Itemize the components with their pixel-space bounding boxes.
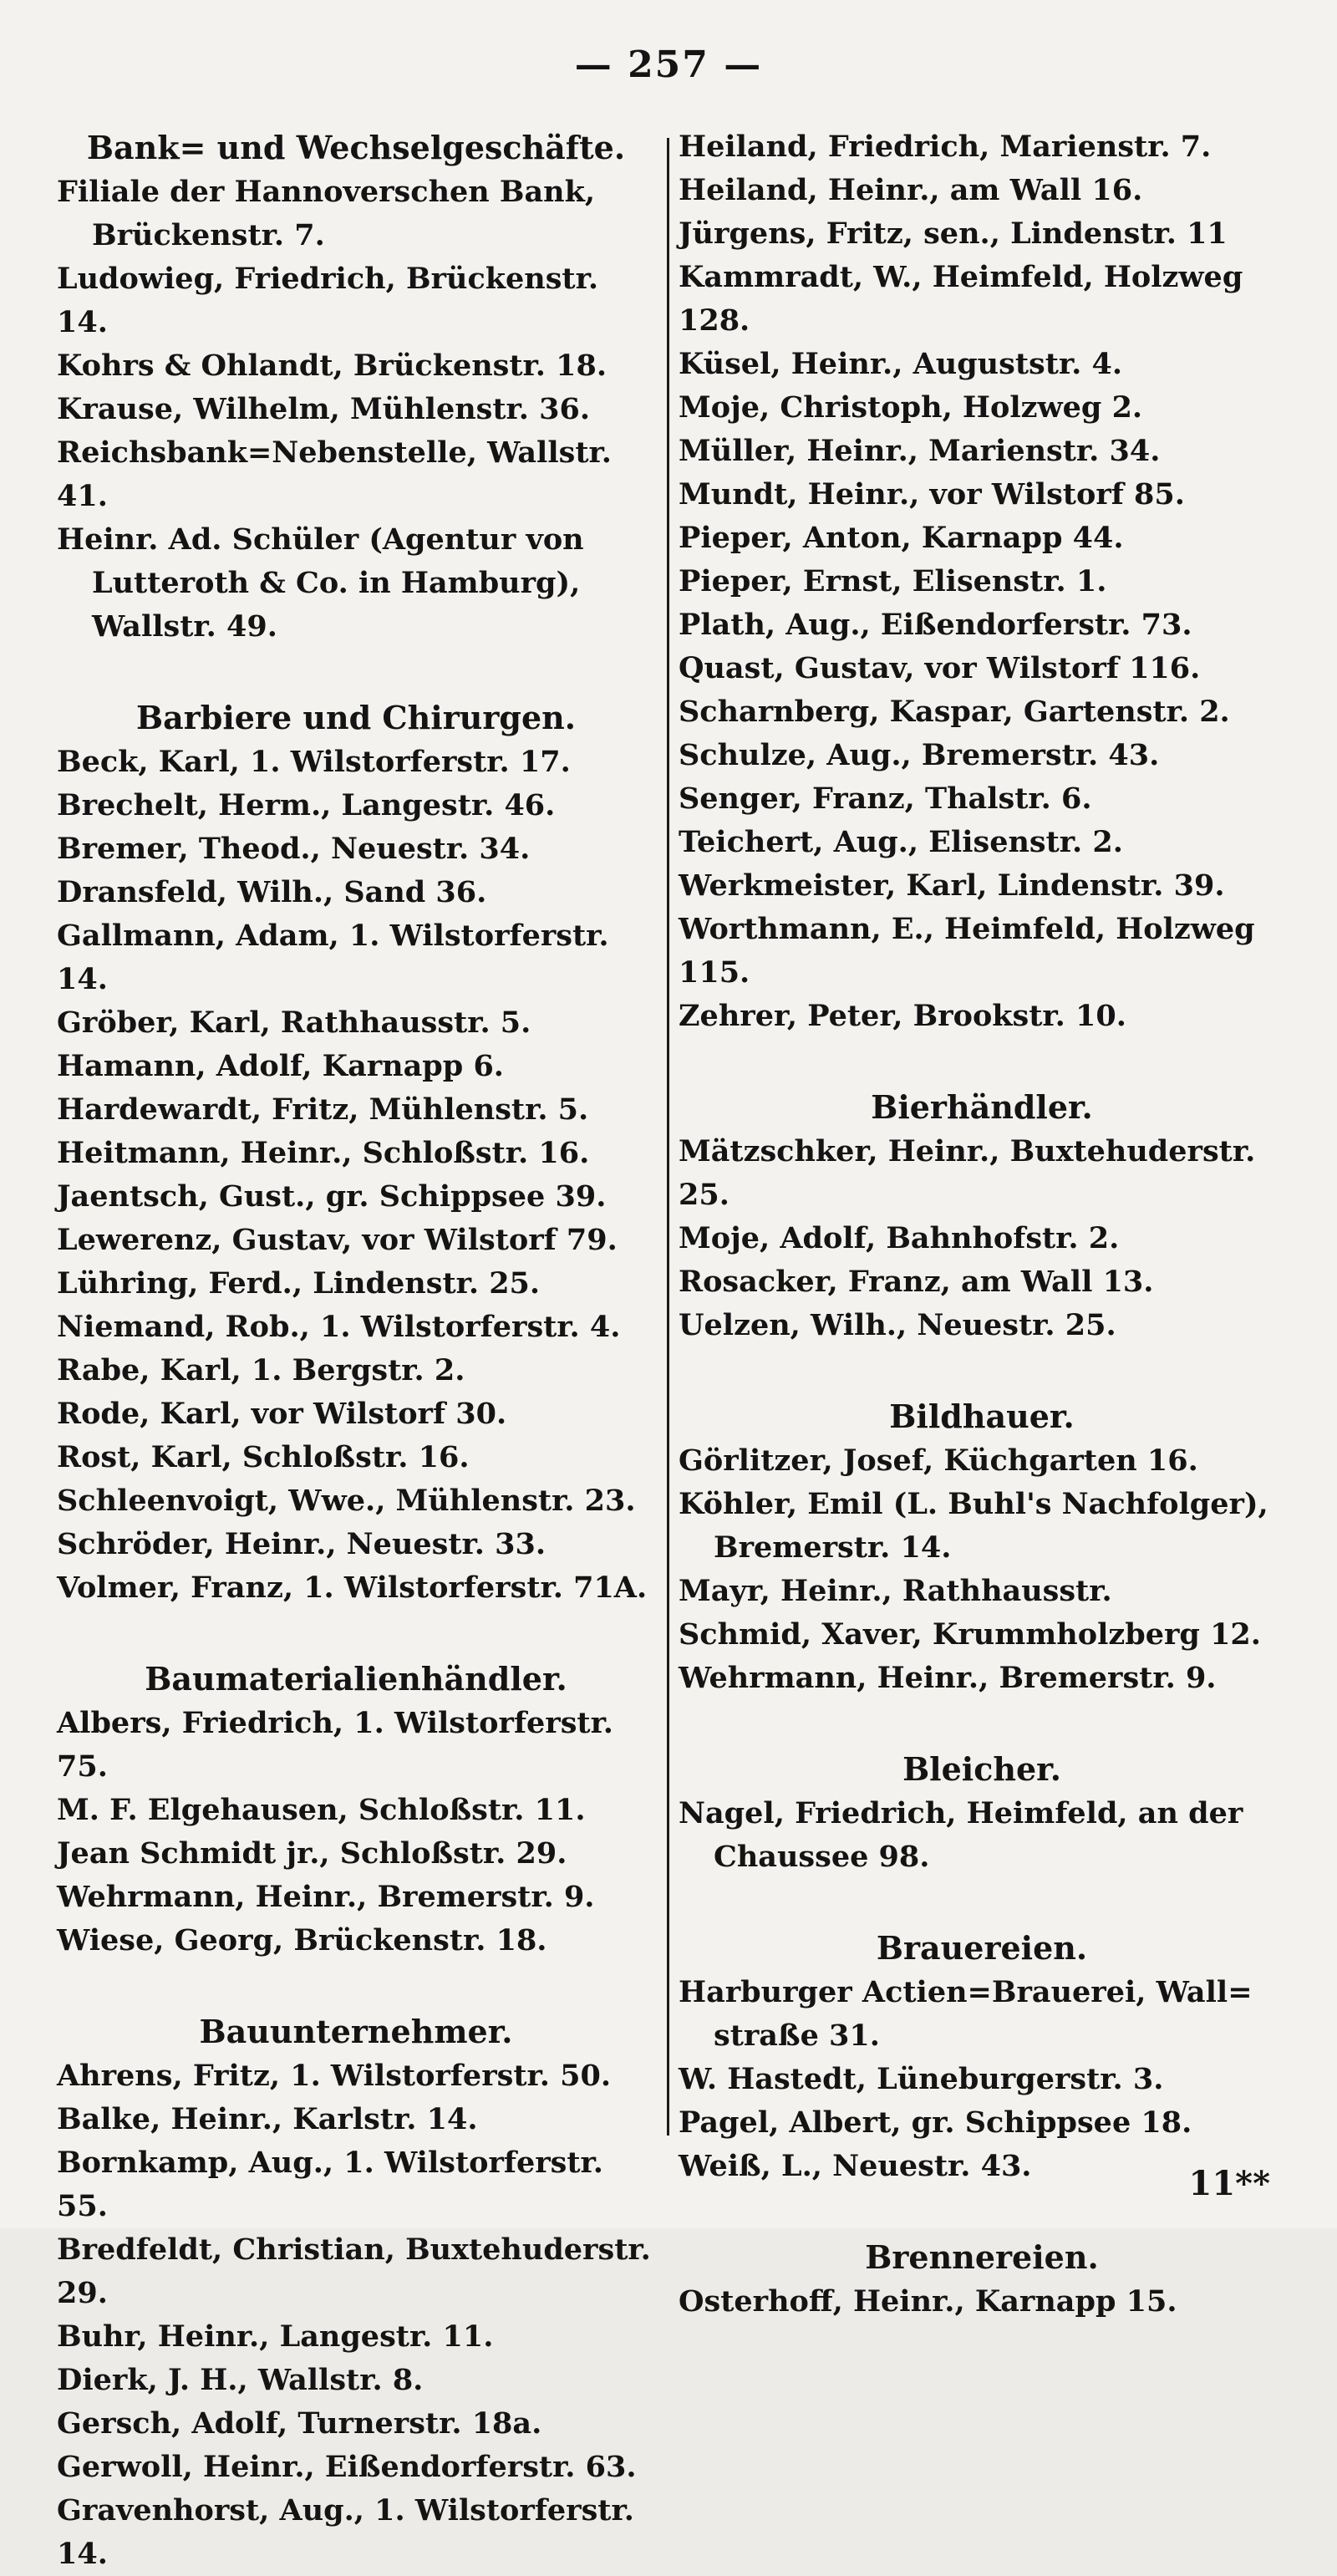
directory-entry — [679, 343, 1285, 386]
section-heading: Bleicher. — [902, 1750, 1061, 1788]
entry-line: Nagel, Friedrich, Heimfeld, an der — [679, 1796, 1243, 1830]
directory-entry — [57, 1175, 655, 1219]
directory-entry — [57, 2489, 655, 2576]
entry-line: Mundt, Heinr., vor Wilstorf 85. — [679, 477, 1185, 512]
entry-line: Ludowieg, Friedrich, Brückenstr. 14. — [57, 262, 609, 339]
entry-continuation: Chaussee 98. — [714, 1840, 930, 1874]
entry-line: Jürgens, Fritz, sen., Lindenstr. 11 — [679, 216, 1228, 251]
directory-entry — [57, 741, 655, 784]
entry-line: Pieper, Ernst, Elisenstr. 1. — [679, 564, 1107, 598]
entry-line: Weiß, L., Neuestr. 43. — [679, 2149, 1032, 2183]
directory-entry — [57, 388, 655, 431]
entry-line: Hardewardt, Fritz, Mühlenstr. 5. — [57, 1092, 589, 1127]
entry-line: Dierk, J. H., Wallstr. 8. — [57, 2363, 424, 2397]
signature-mark: 11** — [1188, 2164, 1270, 2203]
entry-line: M. F. Elgehausen, Schloßstr. 11. — [57, 1793, 586, 1827]
entry-line: W. Hastedt, Lüneburgerstr. 3. — [679, 2062, 1164, 2096]
entry-line: Plath, Aug., Eißendorferstr. 73. — [679, 608, 1192, 642]
entry-line: Wehrmann, Heinr., Bremerstr. 9. — [679, 1661, 1217, 1695]
entry-line: Lewerenz, Gustav, vor Wilstorf 79. — [57, 1223, 618, 1257]
entry-line: Rabe, Karl, 1. Bergstr. 2. — [57, 1353, 465, 1387]
entry-line: Küsel, Heinr., Auguststr. 4. — [679, 347, 1122, 381]
directory-entry — [57, 1566, 655, 1610]
directory-entry — [679, 473, 1285, 517]
directory-entry — [679, 995, 1285, 1038]
section-gap — [57, 1963, 655, 2009]
entry-continuation: straße 31. — [714, 2019, 880, 2053]
entry-line: Gersch, Adolf, Turnerstr. 18a. — [57, 2406, 542, 2441]
directory-entry — [57, 518, 655, 649]
section-gap — [57, 649, 655, 695]
section-gap — [679, 1700, 1285, 1747]
directory-entry — [679, 1613, 1285, 1657]
section-heading: Bildhauer. — [889, 1397, 1075, 1435]
directory-entry — [679, 1657, 1285, 1700]
entry-line: Gravenhorst, Aug., 1. Wilstorferstr. 14. — [57, 2493, 645, 2571]
entry-line: Quast, Gustav, vor Wilstorf 116. — [679, 651, 1201, 685]
directory-entry — [57, 257, 655, 344]
directory-entry — [57, 1219, 655, 1262]
directory-entry — [57, 1523, 655, 1566]
directory-entry — [57, 1702, 655, 1789]
directory-entry — [57, 1789, 655, 1832]
entry-line: Jean Schmidt jr., Schloßstr. 29. — [57, 1836, 567, 1871]
directory-entry — [57, 2228, 661, 2315]
directory-entry — [679, 647, 1285, 690]
entry-continuation: Brückenstr. 7. — [92, 218, 325, 252]
entry-line: Wiese, Georg, Brückenstr. 18. — [57, 1923, 547, 1957]
entry-line: Harburger Actien=Brauerei, Wall= — [679, 1975, 1253, 2009]
directory-entry — [679, 430, 1285, 473]
entry-line: Albers, Friedrich, 1. Wilstorferstr. 75. — [57, 1706, 624, 1784]
directory-entry — [679, 777, 1285, 821]
section-gap — [679, 1879, 1285, 1926]
directory-entry — [679, 603, 1285, 647]
entry-line: Balke, Heinr., Karlstr. 14. — [57, 2102, 478, 2136]
entry-line: Jaentsch, Gust., gr. Schippsee 39. — [57, 1179, 607, 1214]
entry-line: Bremer, Theod., Neuestr. 34. — [57, 832, 531, 866]
directory-entry — [57, 2141, 655, 2228]
entry-line: Kohrs & Ohlandt, Brückenstr. 18. — [57, 349, 607, 383]
directory-entry — [57, 1832, 655, 1876]
directory-entry — [57, 1132, 655, 1175]
entry-line: Worthmann, E., Heimfeld, Holzweg 115. — [679, 912, 1265, 990]
entry-line: Wehrmann, Heinr., Bremerstr. 9. — [57, 1880, 595, 1914]
entry-line: Heitmann, Heinr., Schloßstr. 16. — [57, 1136, 590, 1170]
entry-line: Heiland, Friedrich, Marienstr. 7. — [679, 130, 1212, 164]
directory-entry — [679, 386, 1285, 430]
directory-entry — [679, 1483, 1285, 1570]
directory-entry — [679, 1792, 1285, 1879]
entry-line: Osterhoff, Heinr., Karnapp 15. — [679, 2284, 1177, 2319]
entry-line: Mätzschker, Heinr., Buxtehuderstr. 25. — [679, 1134, 1266, 1212]
directory-entry — [57, 2098, 655, 2141]
directory-entry — [679, 517, 1285, 560]
entry-continuation: Lutteroth & Co. in Hamburg), — [92, 566, 581, 600]
directory-entry — [57, 1479, 655, 1523]
directory-entry — [679, 169, 1285, 212]
entry-line: Volmer, Franz, 1. Wilstorferstr. 71A. — [57, 1571, 648, 1605]
entry-line: Beck, Karl, 1. Wilstorferstr. 17. — [57, 745, 571, 779]
entry-line: Schmid, Xaver, Krummholzberg 12. — [679, 1617, 1261, 1652]
directory-entry — [679, 908, 1285, 995]
directory-entry — [57, 914, 655, 1001]
entry-line: Gröber, Karl, Rathhausstr. 5. — [57, 1005, 531, 1040]
entry-line: Buhr, Heinr., Langestr. 11. — [57, 2319, 494, 2354]
directory-entry — [679, 864, 1285, 908]
entry-line: Moje, Adolf, Bahnhofstr. 2. — [679, 1221, 1120, 1255]
directory-entry — [679, 256, 1285, 343]
directory-entry — [679, 690, 1285, 734]
directory-entry — [57, 1045, 655, 1088]
directory-entry — [679, 1439, 1285, 1483]
entry-line: Teichert, Aug., Elisenstr. 2. — [679, 825, 1123, 859]
directory-entry — [57, 344, 655, 388]
directory-entry — [679, 1217, 1285, 1260]
directory-entry — [57, 2359, 655, 2402]
right-column — [679, 125, 1285, 2319]
entry-line: Werkmeister, Karl, Lindenstr. 39. — [679, 868, 1225, 903]
section-gap — [679, 1347, 1285, 1394]
entry-line: Krause, Wilhelm, Mühlenstr. 36. — [57, 392, 591, 426]
section-heading: Bauunternehmer. — [199, 2013, 513, 2050]
section-heading: Barbiere und Chirurgen. — [135, 699, 576, 736]
entry-line: Schleenvoigt, Wwe., Mühlenstr. 23. — [57, 1484, 636, 1518]
directory-entry — [679, 1570, 1285, 1613]
entry-line: Pieper, Anton, Karnapp 44. — [679, 521, 1124, 555]
directory-entry — [57, 827, 655, 871]
section-heading: Brennereien. — [865, 2238, 1099, 2276]
entry-line: Mayr, Heinr., Rathhausstr. — [679, 1574, 1112, 1608]
entry-line: Görlitzer, Josef, Küchgarten 16. — [679, 1443, 1198, 1478]
entry-line: Bredfeldt, Christian, Buxtehuderstr. 29. — [57, 2232, 661, 2310]
directory-entry — [679, 1304, 1285, 1347]
entry-line: Gerwoll, Heinr., Eißendorferstr. 63. — [57, 2450, 637, 2484]
section-gap — [679, 1038, 1285, 1085]
directory-entry — [679, 2101, 1285, 2145]
section-heading: Bank= und Wechselgeschäfte. — [86, 129, 626, 166]
directory-entry — [57, 1088, 655, 1132]
directory-entry — [57, 871, 655, 914]
entry-line: Pagel, Albert, gr. Schippsee 18. — [679, 2105, 1192, 2140]
directory-entry — [679, 734, 1285, 777]
directory-entry — [57, 1306, 655, 1349]
entry-line: Reichsbank=Nebenstelle, Wallstr. 41. — [57, 435, 623, 513]
directory-entry — [57, 2402, 655, 2446]
directory-entry — [679, 1130, 1285, 1217]
entry-line: Dransfeld, Wilh., Sand 36. — [57, 875, 487, 909]
entry-line: Schröder, Heinr., Neuestr. 33. — [57, 1527, 546, 1561]
entry-line: Schulze, Aug., Bremerstr. 43. — [679, 738, 1160, 772]
directory-entry — [57, 1436, 655, 1479]
entry-line: Senger, Franz, Thalstr. 6. — [679, 781, 1092, 816]
entry-line: Niemand, Rob., 1. Wilstorferstr. 4. — [57, 1310, 621, 1344]
entry-line: Köhler, Emil (L. Buhl's Nachfolger), — [679, 1487, 1268, 1521]
section-heading: Baumaterialienhändler. — [145, 1660, 567, 1698]
directory-entry — [57, 2315, 655, 2359]
entry-line: Ahrens, Fritz, 1. Wilstorferstr. 50. — [57, 2059, 612, 2093]
entry-line: Filiale der Hannoverschen Bank, — [57, 175, 596, 209]
entry-line: Müller, Heinr., Marienstr. 34. — [679, 434, 1161, 468]
directory-entry — [57, 1876, 655, 1919]
entry-line: Scharnberg, Kaspar, Gartenstr. 2. — [679, 695, 1230, 729]
directory-entry — [57, 1919, 655, 1963]
directory-entry — [679, 2280, 1285, 2324]
directory-entry — [679, 821, 1285, 864]
directory-entry — [57, 2446, 655, 2489]
directory-entry — [57, 1392, 655, 1436]
entry-line: Rode, Karl, vor Wilstorf 30. — [57, 1397, 507, 1431]
entry-line: Heiland, Heinr., am Wall 16. — [679, 173, 1143, 207]
directory-entry — [57, 1262, 655, 1306]
entry-line: Gallmann, Adam, 1. Wilstorferstr. 14. — [57, 919, 619, 996]
directory-entry — [57, 171, 655, 257]
directory-entry — [679, 1260, 1285, 1304]
entry-line: Moje, Christoph, Holzweg 2. — [679, 390, 1143, 425]
entry-continuation: Bremerstr. 14. — [714, 1530, 952, 1565]
column-divider — [667, 138, 669, 2136]
directory-entry — [679, 212, 1285, 256]
entry-line: Rost, Karl, Schloßstr. 16. — [57, 1440, 470, 1474]
entry-line: Hamann, Adolf, Karnapp 6. — [57, 1049, 504, 1083]
entry-line: Kammradt, W., Heimfeld, Holzweg 128. — [679, 260, 1253, 338]
section-heading: Brauereien. — [876, 1929, 1088, 1967]
entry-line: Bornkamp, Aug., 1. Wilstorferstr. 55. — [57, 2146, 614, 2223]
directory-entry — [679, 125, 1285, 169]
left-column — [57, 125, 661, 2571]
directory-entry — [57, 1001, 655, 1045]
section-gap — [57, 1610, 655, 1657]
entry-line: Heinr. Ad. Schüler (Agentur von — [57, 522, 584, 557]
directory-entry — [679, 1971, 1285, 2058]
entry-continuation: Wallstr. 49. — [92, 609, 277, 644]
directory-entry — [57, 431, 655, 518]
directory-entry — [679, 560, 1285, 603]
entry-line: Uelzen, Wilh., Neuestr. 25. — [679, 1308, 1116, 1342]
page-number: — 257 — — [574, 43, 763, 86]
directory-entry — [57, 2054, 655, 2098]
directory-entry — [679, 2058, 1285, 2101]
section-heading: Bierhändler. — [871, 1088, 1093, 1126]
entry-line: Zehrer, Peter, Brookstr. 10. — [679, 999, 1126, 1033]
entry-line: Lühring, Ferd., Lindenstr. 25. — [57, 1266, 541, 1301]
entry-line: Rosacker, Franz, am Wall 13. — [679, 1265, 1154, 1299]
directory-entry — [57, 1349, 655, 1392]
directory-entry — [57, 784, 655, 827]
entry-line: Brechelt, Herm., Langestr. 46. — [57, 788, 556, 822]
